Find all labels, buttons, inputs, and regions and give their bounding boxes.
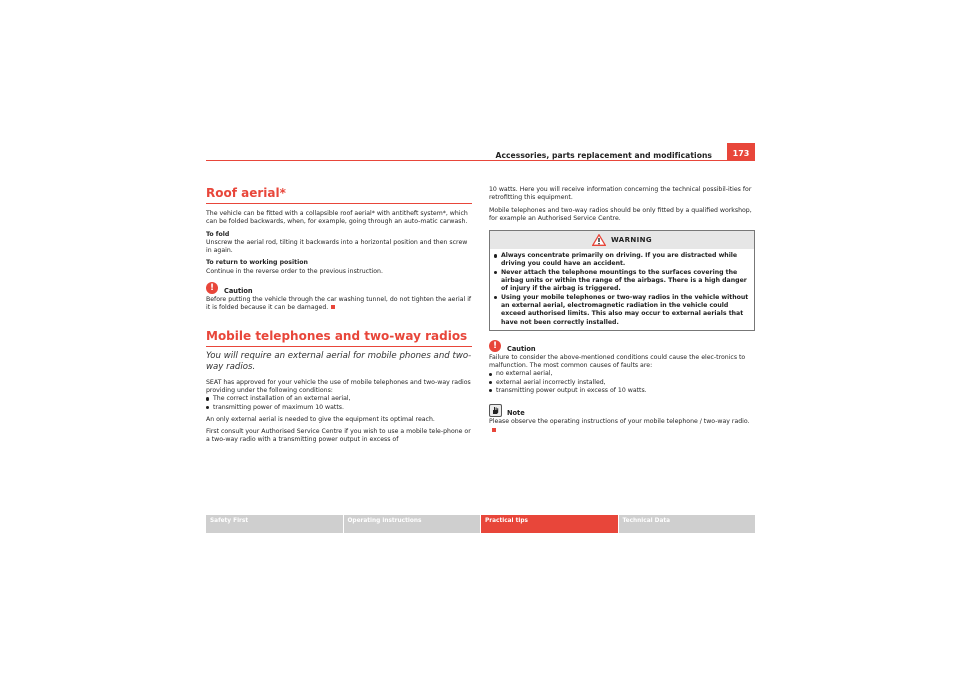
section-end-marker-icon xyxy=(331,305,335,309)
caution-icon: ! xyxy=(489,340,501,352)
caution-header xyxy=(206,281,472,295)
mobile-subtitle: You will require an external aerial for mobile phones and two-way radios. xyxy=(206,350,472,372)
note-text: Please observe the operating instructions of your mobile telephone / two-way radio. xyxy=(489,418,750,426)
return-label: To return to working position xyxy=(206,259,308,267)
note-label: Note xyxy=(507,409,525,418)
tab-operating-instructions[interactable]: Operating instructions xyxy=(344,515,481,533)
note-paragraph xyxy=(489,418,755,435)
return-text: Continue in the reverse order to the previous instruction. xyxy=(206,267,383,275)
tab-practical-tips[interactable]: Practical tips xyxy=(481,515,618,533)
caution-text: Before putting the vehicle through the car washing tunnel, do not tighten the aerial if it is folded because it can be damaged. xyxy=(206,296,472,312)
mobile-heading: Mobile telephones and two-way radios xyxy=(206,329,472,347)
mobile-p3-cont: 10 watts. Here you will receive information concerning the technical possibil-ities for retrofitting this equipment. xyxy=(489,186,752,202)
hand-icon xyxy=(491,406,500,415)
list-item: Always concentrate primarily on driving. If you are distracted while driving you could have an accident. xyxy=(494,252,750,269)
conditions-list xyxy=(206,395,472,412)
caution-label: Caution xyxy=(224,287,253,296)
warning-body xyxy=(490,249,754,330)
fault-causes-list xyxy=(489,370,755,395)
right-column xyxy=(489,186,755,435)
mobile-p3: First consult your Authorised Service Centre if you wish to use a mobile tele-phone or a two-way radio with a transmitting power output in excess of xyxy=(206,428,471,444)
mobile-p1: SEAT has approved for your vehicle the use of mobile telephones and two-way radios providing under the following conditions: xyxy=(206,378,471,394)
list-item: transmitting power of maximum 10 watts. xyxy=(206,404,472,412)
footer-tabs xyxy=(206,515,755,533)
warning-header xyxy=(490,231,754,249)
header-rule xyxy=(206,160,755,161)
section-end-marker-icon xyxy=(492,428,496,432)
list-item: Never attach the telephone mountings to the surfaces covering the airbag units or within the range of the airbags. There is a high danger of injury if the airbag is triggered. xyxy=(494,269,750,294)
left-column xyxy=(206,186,472,445)
list-item: The correct installation of an external aerial, xyxy=(206,395,472,403)
list-item: transmitting power output in excess of 10 watts. xyxy=(489,387,755,395)
roof-intro: The vehicle can be fitted with a collapsible roof aerial* with antitheft system*, which can be folded backwards, when, for example, going through an auto-matic carwash. xyxy=(206,210,468,226)
warning-box xyxy=(489,230,755,331)
mobile-p2: An only external aerial is needed to give the equipment its optimal reach. xyxy=(206,415,435,423)
caution2-label: Caution xyxy=(507,344,536,353)
list-item: external aerial incorrectly installed, xyxy=(489,379,755,387)
tab-technical-data[interactable]: Technical Data xyxy=(619,515,756,533)
warning-list xyxy=(494,252,750,327)
mobile-p4: Mobile telephones and two-way radios should be only fitted by a qualified workshop, for example an Authorised Service Centre. xyxy=(489,206,752,222)
warning-triangle-icon xyxy=(592,234,606,246)
running-header: Accessories, parts replacement and modifications xyxy=(495,151,712,160)
warning-label: WARNING xyxy=(610,236,653,245)
list-item: Using your mobile telephones or two-way radios in the vehicle without an external aerial, electromagnetic radiation in the vehicle could exceed authorised limits. This also may occur to external aerials that have not been correctly installed. xyxy=(494,294,750,327)
note-hand-icon xyxy=(489,404,502,417)
list-item: no external aerial, xyxy=(489,370,755,378)
note-header xyxy=(489,403,755,417)
caution2-header xyxy=(489,339,755,353)
roof-aerial-heading: Roof aerial* xyxy=(206,186,472,204)
caution2-text: Failure to consider the above-mentioned conditions could cause the elec-tronics to malfunction. The most common causes of faults are: xyxy=(489,353,746,370)
caution-icon: ! xyxy=(206,282,218,294)
fold-text: Unscrew the aerial rod, tilting it backwards into a horizontal position and then screw in again. xyxy=(206,238,468,255)
caution-paragraph xyxy=(206,296,472,313)
page-number: 173 xyxy=(727,143,755,160)
tab-safety-first[interactable]: Safety First xyxy=(206,515,343,533)
fold-label: To fold xyxy=(206,230,230,238)
